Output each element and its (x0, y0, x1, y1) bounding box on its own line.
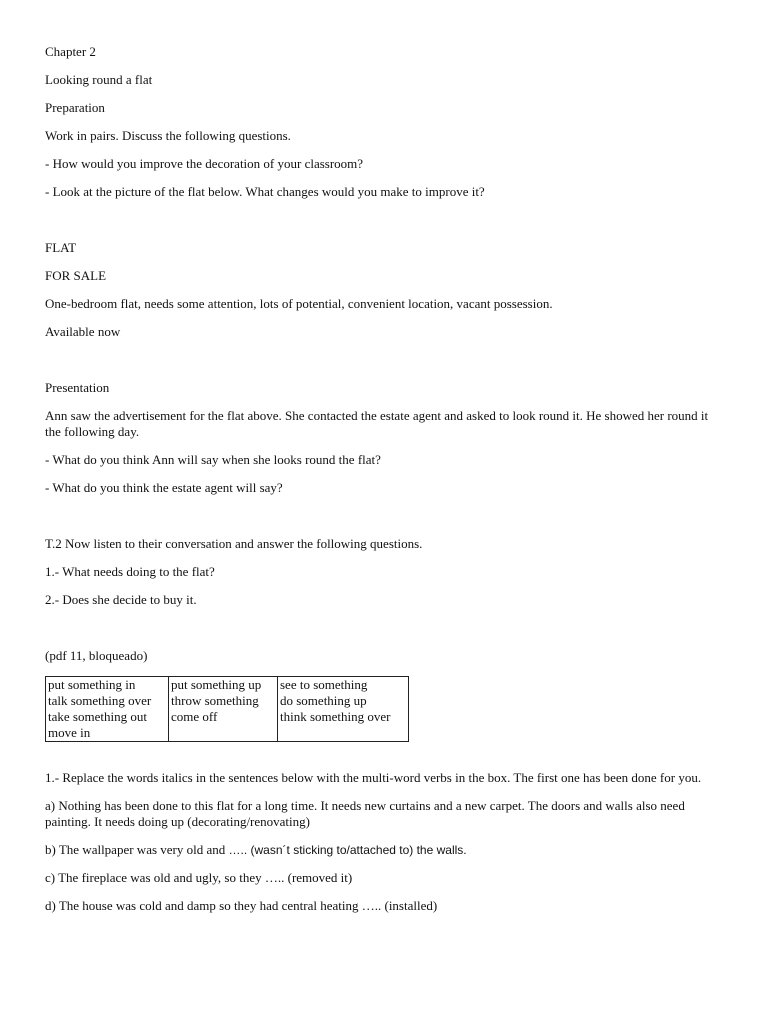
verb-item: move in (48, 725, 91, 740)
listening-question-1: 1.- What needs doing to the flat? (45, 564, 215, 579)
verb-box-row (46, 677, 409, 742)
advert-availability: Available now (45, 324, 121, 339)
document-title: Looking round a flat (45, 72, 153, 87)
verb-item: put something in (48, 677, 136, 692)
verb-item: see to something (280, 677, 368, 692)
exercise-item-b (45, 842, 725, 858)
preparation-question-1: - How would you improve the decoration of your classroom? (45, 156, 364, 171)
exercise-item-d-gap: ….. (installed) (361, 898, 438, 913)
advert-line-2: FOR SALE (45, 268, 107, 283)
preparation-instruction: Work in pairs. Discuss the following questions. (45, 128, 291, 143)
advert-description: One-bedroom flat, needs some attention, lots of potential, convenient location, vacant possession. (45, 296, 553, 311)
verb-item: talk something over (48, 693, 152, 708)
presentation-question-2: - What do you think the estate agent will say? (45, 480, 283, 495)
advert-line-1: FLAT (45, 240, 77, 255)
exercise-instruction: 1.- Replace the words italics in the sentences below with the multi-word verbs in the box. The first one has been done for you. (45, 770, 702, 785)
box-note: (pdf 11, bloqueado) (45, 648, 148, 663)
presentation-text: Ann saw the advertisement for the flat above. She contacted the estate agent and asked to look round it. He showed her round it the following day. (45, 408, 709, 439)
verb-item: take something out (48, 709, 147, 724)
verb-column-3 (278, 677, 409, 742)
exercise-item-b-text: b) The wallpaper was very old and (45, 842, 229, 857)
verb-item: do something up (280, 693, 367, 708)
multi-word-verb-box (45, 676, 409, 742)
preparation-question-2: - Look at the picture of the flat below. What changes would you make to improve it? (45, 184, 485, 199)
chapter-label: Chapter 2 (45, 44, 96, 59)
presentation-heading: Presentation (45, 380, 110, 395)
verb-item: put something up (171, 677, 262, 692)
verb-column-2 (169, 677, 278, 742)
exercise-item-a: a) Nothing has been done to this flat for a long time. It needs new curtains and a new carpet. The doors and walls also need painting. It needs doing up (decorating/renovating) (45, 798, 685, 829)
exercise-item-c-gap: ….. (removed it) (264, 870, 353, 885)
exercise-item-b-gap: ….. (wasn´t sticking to/attached to) the walls. (228, 843, 467, 857)
exercise-item-d (45, 898, 725, 914)
document-page (45, 44, 725, 914)
presentation-question-1: - What do you think Ann will say when she looks round the flat? (45, 452, 381, 467)
listening-instruction: T.2 Now listen to their conversation and answer the following questions. (45, 536, 423, 551)
verb-column-1 (46, 677, 169, 742)
verb-item: throw something (171, 693, 259, 708)
listening-question-2: 2.- Does she decide to buy it. (45, 592, 197, 607)
exercise-item-d-text: d) The house was cold and damp so they had central heating (45, 898, 362, 913)
verb-item: think something over (280, 709, 391, 724)
verb-item: come off (171, 709, 218, 724)
exercise-item-c-text: c) The fireplace was old and ugly, so they (45, 870, 265, 885)
exercise-item-c (45, 870, 725, 886)
preparation-heading: Preparation (45, 100, 105, 115)
